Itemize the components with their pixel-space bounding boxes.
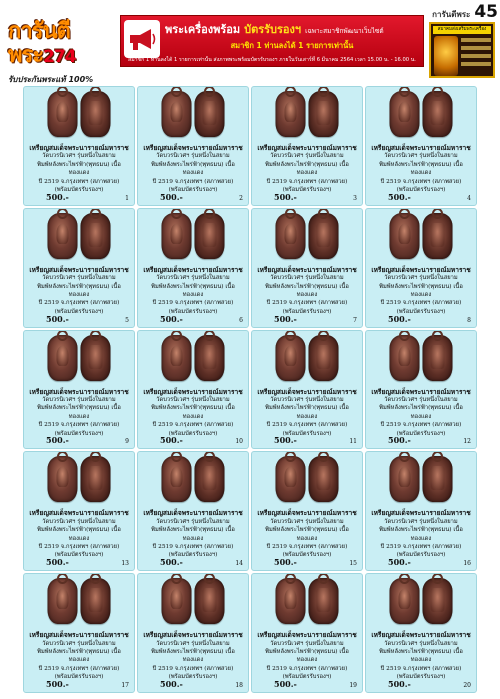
amulet-price: 500.-: [46, 313, 69, 324]
amulet-description: [141, 144, 245, 194]
amulet-type: พิมพ์หลังพระไพร่ฟ้า(พุทธมน) เนื้อทองแดง: [379, 283, 463, 299]
amulet-name: เหรียญสมเด็จพระนารายณ์มหาราช: [371, 509, 471, 518]
amulet-back-image: [81, 456, 111, 502]
amulet-name: เหรียญสมเด็จพระนารายณ์มหาราช: [371, 265, 471, 274]
amulet-certificate: (พร้อมบัตรรับรองฯ): [54, 308, 104, 315]
ad-title: สมาคมส่งเสริมพระเครื่อง: [433, 26, 491, 34]
amulet-name: เหรียญสมเด็จพระนารายณ์มหาราช: [371, 387, 471, 396]
amulet-type: พิมพ์หลังพระไพร่ฟ้า(พุทธมน) เนื้อทองแดง: [37, 527, 121, 542]
amulet-type: พิมพ์หลังพระไพร่ฟ้า(พุทธมน) เนื้อทองแดง: [37, 405, 121, 420]
magazine-logo: [8, 19, 118, 84]
amulet-name: เหรียญสมเด็จพระนารายณ์มหาราช: [371, 144, 471, 152]
amulet-name: เหรียญสมเด็จพระนารายณ์มหาราช: [257, 509, 357, 518]
amulet-description: [27, 631, 131, 681]
amulet-back-image: [195, 578, 225, 624]
amulet-temple: วัดบวรนิเวศฯ รุ่นหนึ่งในสยาม: [156, 518, 230, 525]
amulet-certificate: (พร้อมบัตรรับรองฯ): [396, 674, 446, 681]
amulet-name: เหรียญสมเด็จพระนารายณ์มหาราช: [257, 265, 357, 274]
amulet-front-image: [48, 335, 78, 381]
amulet-photos: [48, 335, 111, 381]
amulet-type: พิมพ์หลังพระไพร่ฟ้า(พุทธมน) เนื้อทองแดง: [37, 283, 121, 299]
amulet-price: 500.-: [46, 191, 69, 202]
amulet-certificate: (พร้อมบัตรรับรองฯ): [168, 187, 218, 194]
logo-issue: 274: [43, 47, 76, 67]
amulet-photos: [276, 213, 339, 259]
amulet-certificate: (พร้อมบัตรรับรองฯ): [396, 430, 446, 437]
amulet-photos: [162, 213, 225, 259]
amulet-front-image: [162, 213, 192, 259]
amulet-year: ปี 2519 จ.กรุงเทพฯ (สภาพสวย): [152, 422, 234, 429]
amulet-back-image: [309, 578, 339, 624]
logo-title: การันตีพระ: [8, 19, 70, 68]
card-number: 4: [467, 194, 471, 202]
amulet-year: ปี 2519 จ.กรุงเทพฯ (สภาพสวย): [266, 422, 348, 429]
ad-amulet-image: [434, 36, 458, 76]
card-number: 6: [239, 316, 243, 324]
card-number: 7: [353, 316, 357, 324]
amulet-year: ปี 2519 จ.กรุงเทพฯ (สภาพสวย): [380, 178, 462, 185]
amulet-card[interactable]: [23, 208, 135, 328]
banner-deadline: สมาชิก 1 ท่านลงได้ 1 รายการเท่านั้น ส่งภาพพระพร้อมบัตรรับรองฯ ภายในวันเสาร์ที่ 6 มีนาคม 2564 เวลา 15.00 น. - 16.00 น.: [128, 57, 416, 63]
amulet-type: พิมพ์หลังพระไพร่ฟ้า(พุทธมน) เนื้อทองแดง: [151, 161, 235, 177]
amulet-photos: [390, 335, 453, 381]
amulet-temple: วัดบวรนิเวศฯ รุ่นหนึ่งในสยาม: [384, 518, 458, 525]
amulet-back-image: [195, 335, 225, 381]
amulet-card[interactable]: [137, 208, 249, 328]
amulet-type: พิมพ์หลังพระไพร่ฟ้า(พุทธมน) เนื้อทองแดง: [151, 405, 235, 420]
amulet-price: 500.-: [46, 557, 69, 568]
card-number: 20: [463, 682, 471, 689]
amulet-year: ปี 2519 จ.กรุงเทพฯ (สภาพสวย): [380, 665, 462, 672]
amulet-name: เหรียญสมเด็จพระนารายณ์มหาราช: [257, 631, 357, 640]
amulet-description: [27, 266, 131, 316]
amulet-temple: วัดบวรนิเวศฯ รุ่นหนึ่งในสยาม: [156, 397, 230, 403]
card-number: 11: [349, 438, 357, 446]
amulet-temple: วัดบวรนิเวศฯ รุ่นหนึ่งในสยาม: [42, 275, 116, 282]
amulet-card[interactable]: [23, 451, 135, 571]
amulet-card[interactable]: [251, 208, 363, 328]
amulet-price: 500.-: [274, 557, 297, 568]
amulet-price: 500.-: [46, 435, 69, 446]
amulet-front-image: [48, 213, 78, 259]
amulet-type: พิมพ์หลังพระไพร่ฟ้า(พุทธมน) เนื้อทองแดง: [265, 527, 349, 542]
amulet-year: ปี 2519 จ.กรุงเทพฯ (สภาพสวย): [38, 544, 120, 551]
amulet-year: ปี 2519 จ.กรุงเทพฯ (สภาพสวย): [266, 544, 348, 551]
amulet-description: [141, 509, 245, 559]
amulet-card[interactable]: [251, 451, 363, 571]
amulet-name: เหรียญสมเด็จพระนารายณ์มหาราช: [29, 265, 129, 274]
amulet-price: 500.-: [160, 679, 183, 689]
amulet-price: 500.-: [388, 313, 411, 324]
amulet-front-image: [390, 91, 420, 137]
amulet-card[interactable]: [365, 208, 477, 328]
amulet-temple: วัดบวรนิเวศฯ รุ่นหนึ่งในสยาม: [156, 275, 230, 282]
amulet-year: ปี 2519 จ.กรุงเทพฯ (สภาพสวย): [380, 422, 462, 429]
amulet-temple: วัดบวรนิเวศฯ รุ่นหนึ่งในสยาม: [384, 153, 458, 160]
amulet-temple: วัดบวรนิเวศฯ รุ่นหนึ่งในสยาม: [270, 397, 344, 403]
amulet-front-image: [276, 456, 306, 502]
amulet-back-image: [309, 91, 339, 137]
amulet-name: เหรียญสมเด็จพระนารายณ์มหาราช: [143, 265, 243, 274]
amulet-description: [369, 388, 473, 438]
amulet-back-image: [423, 456, 453, 502]
amulet-photos: [48, 578, 111, 624]
amulet-type: พิมพ์หลังพระไพร่ฟ้า(พุทธมน) เนื้อทองแดง: [151, 283, 235, 299]
amulet-front-image: [390, 335, 420, 381]
amulet-certificate: (พร้อมบัตรรับรองฯ): [54, 187, 104, 194]
amulet-card[interactable]: [365, 86, 477, 206]
card-number: 5: [125, 316, 129, 324]
amulet-price: 500.-: [388, 679, 411, 689]
amulet-back-image: [195, 456, 225, 502]
amulet-certificate: (พร้อมบัตรรับรองฯ): [168, 430, 218, 437]
amulet-photos: [162, 456, 225, 502]
amulet-card[interactable]: [365, 330, 477, 450]
amulet-back-image: [195, 91, 225, 137]
advertisement-box: [429, 22, 495, 78]
amulet-listing-grid: [23, 86, 477, 693]
amulet-back-image: [81, 91, 111, 137]
banner-rule: สมาชิก 1 ท่านลงได้ 1 รายการเท่านั้น: [230, 41, 354, 50]
card-number: 1: [125, 194, 129, 202]
amulet-back-image: [81, 213, 111, 259]
amulet-price: 500.-: [274, 679, 297, 689]
banner-title: พระเครื่องพร้อม: [165, 23, 241, 36]
amulet-certificate: (พร้อมบัตรรับรองฯ): [168, 552, 218, 559]
card-number: 13: [121, 560, 129, 568]
card-number: 8: [467, 316, 471, 324]
amulet-photos: [276, 335, 339, 381]
amulet-photos: [390, 578, 453, 624]
amulet-back-image: [423, 213, 453, 259]
amulet-photos: [390, 91, 453, 137]
card-number: 19: [349, 682, 357, 689]
amulet-name: เหรียญสมเด็จพระนารายณ์มหาราช: [143, 631, 243, 640]
amulet-price: 500.-: [274, 313, 297, 324]
amulet-front-image: [162, 91, 192, 137]
amulet-description: [369, 509, 473, 559]
amulet-front-image: [390, 578, 420, 624]
amulet-type: พิมพ์หลังพระไพร่ฟ้า(พุทธมน) เนื้อทองแดง: [379, 161, 463, 177]
amulet-photos: [48, 456, 111, 502]
amulet-back-image: [423, 335, 453, 381]
amulet-certificate: (พร้อมบัตรรับรองฯ): [282, 552, 332, 559]
amulet-certificate: (พร้อมบัตรรับรองฯ): [396, 308, 446, 315]
amulet-type: พิมพ์หลังพระไพร่ฟ้า(พุทธมน) เนื้อทองแดง: [265, 161, 349, 177]
amulet-certificate: (พร้อมบัตรรับรองฯ): [282, 187, 332, 194]
amulet-front-image: [276, 578, 306, 624]
card-number: 9: [125, 438, 129, 446]
amulet-temple: วัดบวรนิเวศฯ รุ่นหนึ่งในสยาม: [270, 518, 344, 525]
amulet-year: ปี 2519 จ.กรุงเทพฯ (สภาพสวย): [380, 544, 462, 551]
amulet-price: 500.-: [160, 435, 183, 446]
amulet-year: ปี 2519 จ.กรุงเทพฯ (สภาพสวย): [38, 422, 120, 429]
amulet-card[interactable]: [251, 330, 363, 450]
banner-title-highlight: บัตรรับรองฯ: [244, 23, 302, 36]
amulet-photos: [276, 456, 339, 502]
amulet-year: ปี 2519 จ.กรุงเทพฯ (สภาพสวย): [152, 300, 234, 307]
amulet-certificate: (พร้อมบัตรรับรองฯ): [282, 430, 332, 437]
amulet-year: ปี 2519 จ.กรุงเทพฯ (สภาพสวย): [266, 300, 348, 307]
amulet-year: ปี 2519 จ.กรุงเทพฯ (สภาพสวย): [266, 665, 348, 672]
amulet-certificate: (พร้อมบัตรรับรองฯ): [54, 552, 104, 559]
amulet-front-image: [276, 335, 306, 381]
card-number: 10: [235, 438, 243, 446]
amulet-card[interactable]: [137, 451, 249, 571]
amulet-description: [141, 266, 245, 316]
amulet-description: [27, 388, 131, 438]
section-banner: [120, 15, 424, 67]
amulet-front-image: [276, 213, 306, 259]
amulet-description: [27, 509, 131, 559]
card-number: 16: [463, 560, 471, 568]
card-number: 3: [353, 194, 357, 202]
amulet-year: ปี 2519 จ.กรุงเทพฯ (สภาพสวย): [38, 665, 120, 672]
amulet-front-image: [390, 213, 420, 259]
amulet-card[interactable]: [23, 330, 135, 450]
amulet-name: เหรียญสมเด็จพระนารายณ์มหาราช: [143, 509, 243, 518]
amulet-photos: [276, 578, 339, 624]
amulet-description: [369, 266, 473, 316]
banner-title-note: เฉพาะสมาชิกพัฒนาเว็บไซต์: [305, 27, 384, 35]
amulet-temple: วัดบวรนิเวศฯ รุ่นหนึ่งในสยาม: [270, 640, 344, 647]
amulet-temple: วัดบวรนิเวศฯ รุ่นหนึ่งในสยาม: [42, 518, 116, 525]
amulet-type: พิมพ์หลังพระไพร่ฟ้า(พุทธมน) เนื้อทองแดง: [37, 649, 121, 664]
megaphone-icon: [124, 20, 160, 58]
amulet-photos: [48, 213, 111, 259]
amulet-temple: วัดบวรนิเวศฯ รุ่นหนึ่งในสยาม: [384, 275, 458, 282]
amulet-temple: วัดบวรนิเวศฯ รุ่นหนึ่งในสยาม: [42, 153, 116, 160]
amulet-description: [369, 631, 473, 681]
amulet-name: เหรียญสมเด็จพระนารายณ์มหาราช: [143, 387, 243, 396]
amulet-type: พิมพ์หลังพระไพร่ฟ้า(พุทธมน) เนื้อทองแดง: [379, 527, 463, 542]
amulet-certificate: (พร้อมบัตรรับรองฯ): [54, 430, 104, 437]
amulet-card[interactable]: [137, 330, 249, 450]
amulet-certificate: (พร้อมบัตรรับรองฯ): [54, 674, 104, 681]
card-number: 2: [239, 194, 243, 202]
amulet-price: 500.-: [388, 435, 411, 446]
amulet-description: [255, 144, 359, 194]
amulet-year: ปี 2519 จ.กรุงเทพฯ (สภาพสวย): [152, 178, 234, 185]
amulet-front-image: [162, 578, 192, 624]
amulet-certificate: (พร้อมบัตรรับรองฯ): [396, 552, 446, 559]
amulet-description: [255, 631, 359, 681]
amulet-name: เหรียญสมเด็จพระนารายณ์มหาราช: [371, 631, 471, 640]
amulet-type: พิมพ์หลังพระไพร่ฟ้า(พุทธมน) เนื้อทองแดง: [37, 161, 121, 177]
amulet-front-image: [162, 335, 192, 381]
page-header: [0, 0, 500, 84]
amulet-card[interactable]: [251, 573, 363, 693]
amulet-description: [255, 509, 359, 559]
amulet-price: 500.-: [388, 191, 411, 202]
amulet-temple: วัดบวรนิเวศฯ รุ่นหนึ่งในสยาม: [156, 640, 230, 647]
amulet-year: ปี 2519 จ.กรุงเทพฯ (สภาพสวย): [152, 665, 234, 672]
amulet-name: เหรียญสมเด็จพระนารายณ์มหาราช: [29, 144, 129, 152]
amulet-photos: [390, 456, 453, 502]
amulet-temple: วัดบวรนิเวศฯ รุ่นหนึ่งในสยาม: [42, 397, 116, 403]
amulet-temple: วัดบวรนิเวศฯ รุ่นหนึ่งในสยาม: [156, 153, 230, 160]
amulet-type: พิมพ์หลังพระไพร่ฟ้า(พุทธมน) เนื้อทองแดง: [151, 649, 235, 664]
amulet-description: [255, 266, 359, 316]
amulet-price: 500.-: [160, 557, 183, 568]
amulet-front-image: [390, 456, 420, 502]
page-label: การันตีพระ: [432, 10, 471, 19]
amulet-photos: [390, 213, 453, 259]
amulet-price: 500.-: [160, 191, 183, 202]
amulet-temple: วัดบวรนิเวศฯ รุ่นหนึ่งในสยาม: [384, 640, 458, 647]
amulet-photos: [162, 335, 225, 381]
amulet-price: 500.-: [160, 313, 183, 324]
amulet-type: พิมพ์หลังพระไพร่ฟ้า(พุทธมน) เนื้อทองแดง: [379, 405, 463, 420]
card-number: 14: [235, 560, 243, 568]
amulet-year: ปี 2519 จ.กรุงเทพฯ (สภาพสวย): [266, 178, 348, 185]
amulet-certificate: (พร้อมบัตรรับรองฯ): [282, 674, 332, 681]
amulet-photos: [162, 91, 225, 137]
amulet-photos: [276, 91, 339, 137]
amulet-price: 500.-: [388, 557, 411, 568]
amulet-type: พิมพ์หลังพระไพร่ฟ้า(พุทธมน) เนื้อทองแดง: [151, 527, 235, 542]
amulet-description: [141, 631, 245, 681]
amulet-temple: วัดบวรนิเวศฯ รุ่นหนึ่งในสยาม: [270, 275, 344, 282]
amulet-temple: วัดบวรนิเวศฯ รุ่นหนึ่งในสยาม: [42, 640, 116, 647]
amulet-card[interactable]: [365, 451, 477, 571]
card-number: 15: [349, 560, 357, 568]
amulet-card[interactable]: [137, 86, 249, 206]
amulet-price: 500.-: [46, 679, 69, 689]
amulet-back-image: [81, 578, 111, 624]
amulet-name: เหรียญสมเด็จพระนารายณ์มหาราช: [29, 387, 129, 396]
amulet-certificate: (พร้อมบัตรรับรองฯ): [396, 187, 446, 194]
amulet-back-image: [309, 456, 339, 502]
amulet-name: เหรียญสมเด็จพระนารายณ์มหาราช: [143, 144, 243, 152]
card-number: 18: [235, 682, 243, 689]
amulet-year: ปี 2519 จ.กรุงเทพฯ (สภาพสวย): [380, 300, 462, 307]
amulet-price: 500.-: [274, 435, 297, 446]
amulet-temple: วัดบวรนิเวศฯ รุ่นหนึ่งในสยาม: [270, 153, 344, 160]
amulet-certificate: (พร้อมบัตรรับรองฯ): [168, 308, 218, 315]
amulet-card[interactable]: [23, 573, 135, 693]
amulet-certificate: (พร้อมบัตรรับรองฯ): [168, 674, 218, 681]
amulet-type: พิมพ์หลังพระไพร่ฟ้า(พุทธมน) เนื้อทองแดง: [265, 649, 349, 664]
amulet-name: เหรียญสมเด็จพระนารายณ์มหาราช: [29, 631, 129, 640]
amulet-card[interactable]: [251, 86, 363, 206]
amulet-front-image: [48, 578, 78, 624]
amulet-back-image: [195, 213, 225, 259]
page-number-block: [428, 2, 498, 20]
card-number: 12: [463, 438, 471, 446]
amulet-certificate: (พร้อมบัตรรับรองฯ): [282, 308, 332, 315]
amulet-name: เหรียญสมเด็จพระนารายณ์มหาราช: [257, 144, 357, 152]
amulet-front-image: [276, 91, 306, 137]
amulet-type: พิมพ์หลังพระไพร่ฟ้า(พุทธมน) เนื้อทองแดง: [265, 405, 349, 420]
logo-slogan: รับประกันพระแท้ 100%: [8, 75, 94, 84]
amulet-card[interactable]: [365, 573, 477, 693]
amulet-front-image: [48, 456, 78, 502]
amulet-card[interactable]: [23, 86, 135, 206]
amulet-photos: [162, 578, 225, 624]
amulet-type: พิมพ์หลังพระไพร่ฟ้า(พุทธมน) เนื้อทองแดง: [265, 283, 349, 299]
amulet-name: เหรียญสมเด็จพระนารายณ์มหาราช: [257, 387, 357, 396]
amulet-description: [255, 388, 359, 438]
amulet-front-image: [162, 456, 192, 502]
amulet-card[interactable]: [137, 573, 249, 693]
amulet-description: [141, 388, 245, 438]
ad-text-block: [461, 38, 491, 74]
amulet-type: พิมพ์หลังพระไพร่ฟ้า(พุทธมน) เนื้อทองแดง: [379, 649, 463, 664]
amulet-price: 500.-: [274, 191, 297, 202]
amulet-back-image: [309, 335, 339, 381]
amulet-front-image: [48, 91, 78, 137]
amulet-year: ปี 2519 จ.กรุงเทพฯ (สภาพสวย): [152, 544, 234, 551]
amulet-back-image: [423, 91, 453, 137]
amulet-back-image: [309, 213, 339, 259]
amulet-description: [369, 144, 473, 194]
amulet-back-image: [81, 335, 111, 381]
page-number: 45: [474, 2, 498, 22]
amulet-photos: [48, 91, 111, 137]
amulet-back-image: [423, 578, 453, 624]
amulet-description: [27, 144, 131, 194]
amulet-year: ปี 2519 จ.กรุงเทพฯ (สภาพสวย): [38, 178, 120, 185]
amulet-temple: วัดบวรนิเวศฯ รุ่นหนึ่งในสยาม: [384, 397, 458, 403]
amulet-year: ปี 2519 จ.กรุงเทพฯ (สภาพสวย): [38, 300, 120, 307]
card-number: 17: [121, 682, 129, 689]
amulet-name: เหรียญสมเด็จพระนารายณ์มหาราช: [29, 509, 129, 518]
